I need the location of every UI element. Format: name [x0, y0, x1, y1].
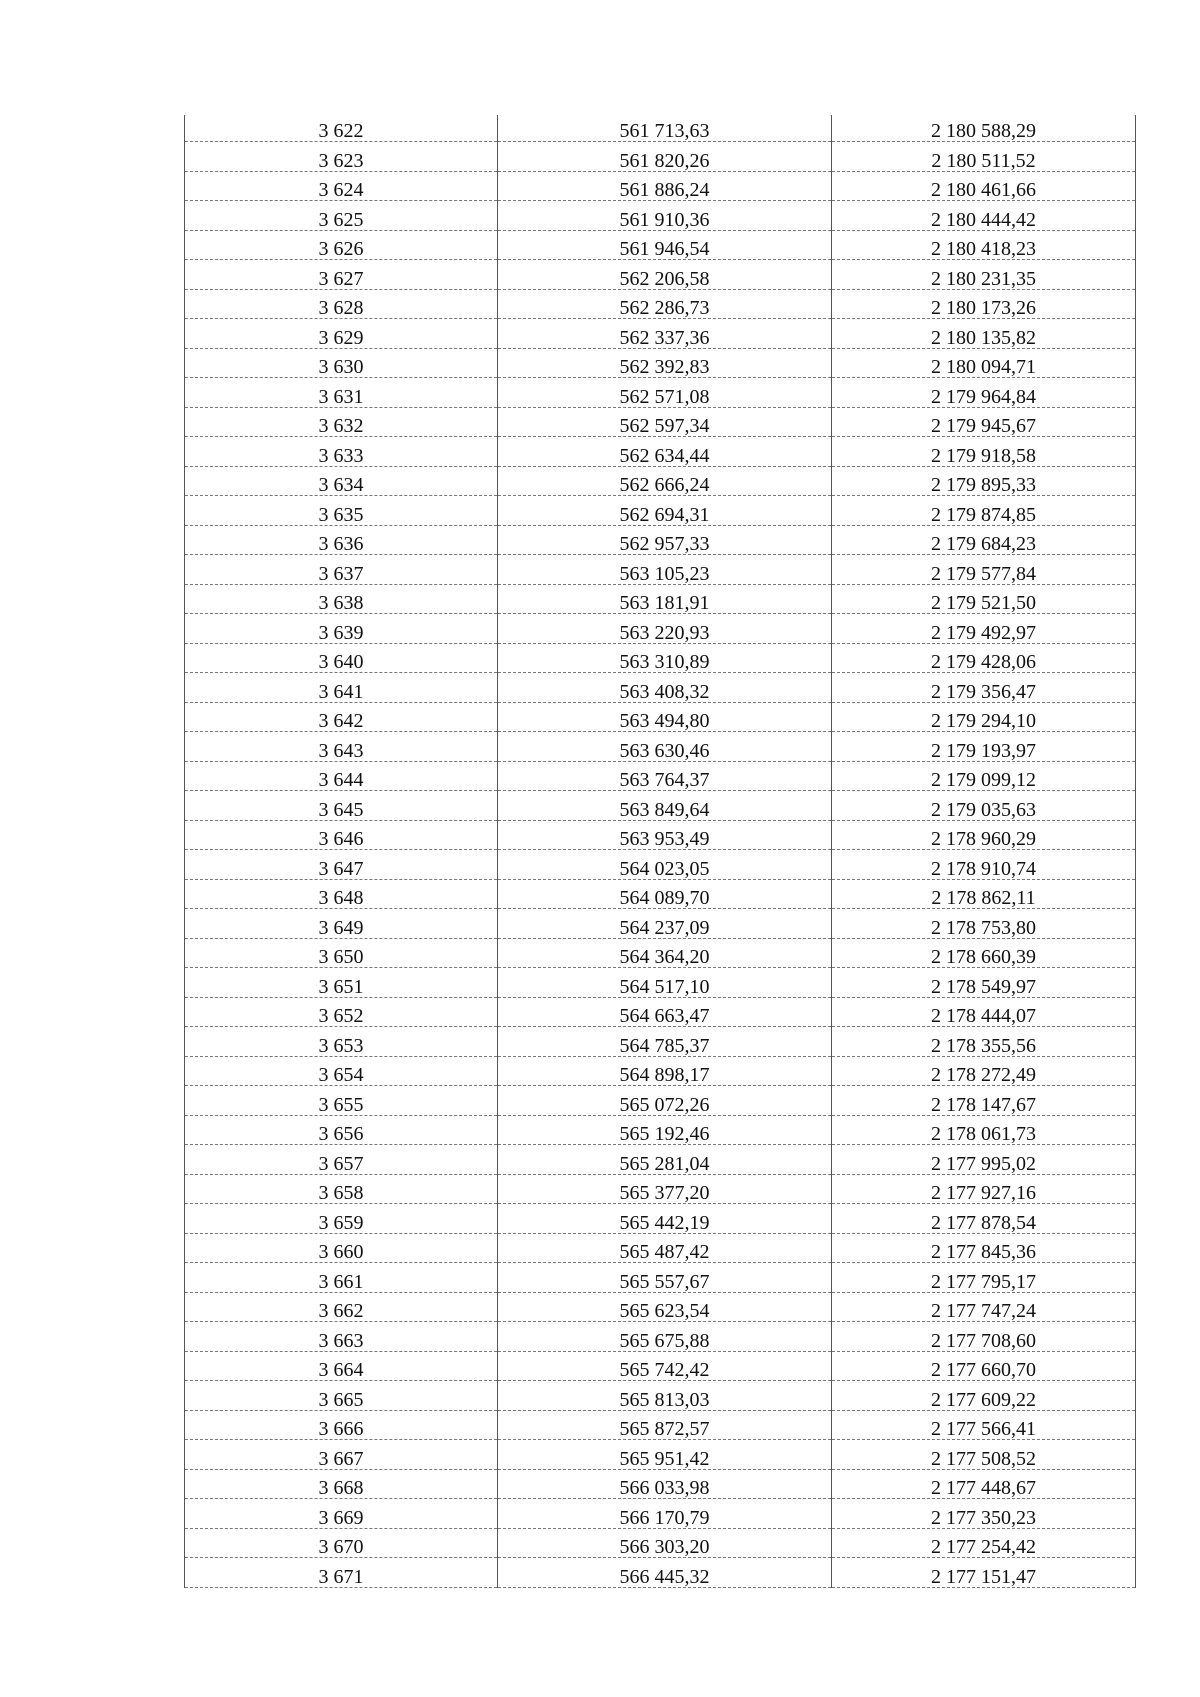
y-coordinate-cell: 2 177 845,36 [832, 1233, 1136, 1263]
x-coordinate-cell: 565 192,46 [498, 1115, 832, 1145]
table-row [185, 378, 1136, 408]
x-coordinate-cell: 564 517,10 [498, 968, 832, 998]
point-number-cell: 3 645 [185, 791, 498, 821]
y-coordinate-cell: 2 178 910,74 [832, 850, 1136, 880]
point-number-cell: 3 637 [185, 555, 498, 585]
table-row [185, 115, 1136, 142]
table-row [185, 673, 1136, 703]
x-coordinate-cell: 565 377,20 [498, 1174, 832, 1204]
y-coordinate-cell: 2 179 099,12 [832, 761, 1136, 791]
y-coordinate-cell: 2 179 895,33 [832, 466, 1136, 496]
point-number-cell: 3 666 [185, 1410, 498, 1440]
y-coordinate-cell: 2 179 684,23 [832, 525, 1136, 555]
table-row [185, 230, 1136, 260]
y-coordinate-cell: 2 180 418,23 [832, 230, 1136, 260]
table-row [185, 1440, 1136, 1470]
point-number-cell: 3 661 [185, 1263, 498, 1293]
y-coordinate-cell: 2 178 549,97 [832, 968, 1136, 998]
table-row [185, 1469, 1136, 1499]
y-coordinate-cell: 2 177 995,02 [832, 1145, 1136, 1175]
y-coordinate-cell: 2 179 945,67 [832, 407, 1136, 437]
point-number-cell: 3 653 [185, 1027, 498, 1057]
y-coordinate-cell: 2 178 753,80 [832, 909, 1136, 939]
table-row [185, 1322, 1136, 1352]
point-number-cell: 3 630 [185, 348, 498, 378]
table-row [185, 850, 1136, 880]
point-number-cell: 3 650 [185, 938, 498, 968]
x-coordinate-cell: 564 785,37 [498, 1027, 832, 1057]
point-number-cell: 3 638 [185, 584, 498, 614]
point-number-cell: 3 632 [185, 407, 498, 437]
x-coordinate-cell: 561 910,36 [498, 201, 832, 231]
table-row [185, 1174, 1136, 1204]
table-row [185, 1410, 1136, 1440]
table-row [185, 1115, 1136, 1145]
y-coordinate-cell: 2 177 708,60 [832, 1322, 1136, 1352]
point-number-cell: 3 656 [185, 1115, 498, 1145]
y-coordinate-cell: 2 179 356,47 [832, 673, 1136, 703]
point-number-cell: 3 634 [185, 466, 498, 496]
table-row [185, 879, 1136, 909]
x-coordinate-cell: 564 089,70 [498, 879, 832, 909]
x-coordinate-cell: 564 898,17 [498, 1056, 832, 1086]
table-row [185, 1351, 1136, 1381]
y-coordinate-cell: 2 179 918,58 [832, 437, 1136, 467]
table-row [185, 761, 1136, 791]
y-coordinate-cell: 2 177 566,41 [832, 1410, 1136, 1440]
x-coordinate-cell: 565 072,26 [498, 1086, 832, 1116]
point-number-cell: 3 636 [185, 525, 498, 555]
point-number-cell: 3 627 [185, 260, 498, 290]
x-coordinate-cell: 561 946,54 [498, 230, 832, 260]
coordinates-table-body [185, 115, 1136, 1587]
y-coordinate-cell: 2 177 878,54 [832, 1204, 1136, 1234]
x-coordinate-cell: 565 742,42 [498, 1351, 832, 1381]
point-number-cell: 3 668 [185, 1469, 498, 1499]
table-row [185, 289, 1136, 319]
point-number-cell: 3 655 [185, 1086, 498, 1116]
point-number-cell: 3 640 [185, 643, 498, 673]
table-row [185, 1027, 1136, 1057]
x-coordinate-cell: 564 663,47 [498, 997, 832, 1027]
y-coordinate-cell: 2 177 254,42 [832, 1528, 1136, 1558]
y-coordinate-cell: 2 180 461,66 [832, 171, 1136, 201]
point-number-cell: 3 649 [185, 909, 498, 939]
table-row [185, 201, 1136, 231]
y-coordinate-cell: 2 179 294,10 [832, 702, 1136, 732]
x-coordinate-cell: 566 033,98 [498, 1469, 832, 1499]
x-coordinate-cell: 562 957,33 [498, 525, 832, 555]
table-row [185, 1528, 1136, 1558]
x-coordinate-cell: 565 951,42 [498, 1440, 832, 1470]
coordinates-table [184, 115, 1136, 1588]
x-coordinate-cell: 563 764,37 [498, 761, 832, 791]
y-coordinate-cell: 2 180 173,26 [832, 289, 1136, 319]
x-coordinate-cell: 562 337,36 [498, 319, 832, 349]
x-coordinate-cell: 562 694,31 [498, 496, 832, 526]
point-number-cell: 3 624 [185, 171, 498, 201]
y-coordinate-cell: 2 177 350,23 [832, 1499, 1136, 1529]
table-row [185, 407, 1136, 437]
y-coordinate-cell: 2 180 231,35 [832, 260, 1136, 290]
table-row [185, 437, 1136, 467]
point-number-cell: 3 639 [185, 614, 498, 644]
x-coordinate-cell: 563 181,91 [498, 584, 832, 614]
y-coordinate-cell: 2 180 094,71 [832, 348, 1136, 378]
table-row [185, 1056, 1136, 1086]
y-coordinate-cell: 2 180 444,42 [832, 201, 1136, 231]
y-coordinate-cell: 2 179 964,84 [832, 378, 1136, 408]
x-coordinate-cell: 563 494,80 [498, 702, 832, 732]
y-coordinate-cell: 2 179 874,85 [832, 496, 1136, 526]
point-number-cell: 3 629 [185, 319, 498, 349]
table-row [185, 171, 1136, 201]
x-coordinate-cell: 565 557,67 [498, 1263, 832, 1293]
table-row [185, 142, 1136, 172]
x-coordinate-cell: 563 220,93 [498, 614, 832, 644]
y-coordinate-cell: 2 178 147,67 [832, 1086, 1136, 1116]
point-number-cell: 3 659 [185, 1204, 498, 1234]
x-coordinate-cell: 564 364,20 [498, 938, 832, 968]
table-row [185, 1086, 1136, 1116]
x-coordinate-cell: 563 849,64 [498, 791, 832, 821]
table-row [185, 1233, 1136, 1263]
x-coordinate-cell: 562 634,44 [498, 437, 832, 467]
table-row [185, 732, 1136, 762]
table-row [185, 1263, 1136, 1293]
table-row [185, 1292, 1136, 1322]
table-row [185, 1204, 1136, 1234]
table-row [185, 643, 1136, 673]
x-coordinate-cell: 566 303,20 [498, 1528, 832, 1558]
table-row [185, 997, 1136, 1027]
point-number-cell: 3 662 [185, 1292, 498, 1322]
y-coordinate-cell: 2 179 193,97 [832, 732, 1136, 762]
y-coordinate-cell: 2 178 444,07 [832, 997, 1136, 1027]
x-coordinate-cell: 565 623,54 [498, 1292, 832, 1322]
x-coordinate-cell: 561 713,63 [498, 115, 832, 142]
x-coordinate-cell: 565 487,42 [498, 1233, 832, 1263]
x-coordinate-cell: 563 408,32 [498, 673, 832, 703]
table-row [185, 260, 1136, 290]
table-row [185, 319, 1136, 349]
y-coordinate-cell: 2 179 492,97 [832, 614, 1136, 644]
y-coordinate-cell: 2 178 355,56 [832, 1027, 1136, 1057]
point-number-cell: 3 646 [185, 820, 498, 850]
table-row [185, 791, 1136, 821]
point-number-cell: 3 667 [185, 1440, 498, 1470]
point-number-cell: 3 626 [185, 230, 498, 260]
point-number-cell: 3 623 [185, 142, 498, 172]
point-number-cell: 3 664 [185, 1351, 498, 1381]
point-number-cell: 3 628 [185, 289, 498, 319]
y-coordinate-cell: 2 177 795,17 [832, 1263, 1136, 1293]
y-coordinate-cell: 2 179 521,50 [832, 584, 1136, 614]
y-coordinate-cell: 2 179 428,06 [832, 643, 1136, 673]
x-coordinate-cell: 566 445,32 [498, 1558, 832, 1588]
y-coordinate-cell: 2 178 960,29 [832, 820, 1136, 850]
x-coordinate-cell: 563 105,23 [498, 555, 832, 585]
point-number-cell: 3 658 [185, 1174, 498, 1204]
x-coordinate-cell: 563 953,49 [498, 820, 832, 850]
x-coordinate-cell: 563 310,89 [498, 643, 832, 673]
x-coordinate-cell: 565 872,57 [498, 1410, 832, 1440]
point-number-cell: 3 654 [185, 1056, 498, 1086]
point-number-cell: 3 625 [185, 201, 498, 231]
table-row [185, 938, 1136, 968]
x-coordinate-cell: 561 886,24 [498, 171, 832, 201]
y-coordinate-cell: 2 178 660,39 [832, 938, 1136, 968]
table-row [185, 348, 1136, 378]
point-number-cell: 3 622 [185, 115, 498, 142]
point-number-cell: 3 669 [185, 1499, 498, 1529]
x-coordinate-cell: 564 237,09 [498, 909, 832, 939]
table-row [185, 496, 1136, 526]
y-coordinate-cell: 2 179 035,63 [832, 791, 1136, 821]
x-coordinate-cell: 562 597,34 [498, 407, 832, 437]
table-row [185, 614, 1136, 644]
y-coordinate-cell: 2 177 660,70 [832, 1351, 1136, 1381]
point-number-cell: 3 651 [185, 968, 498, 998]
x-coordinate-cell: 561 820,26 [498, 142, 832, 172]
table-row [185, 466, 1136, 496]
table-row [185, 584, 1136, 614]
table-row [185, 1558, 1136, 1588]
point-number-cell: 3 648 [185, 879, 498, 909]
x-coordinate-cell: 564 023,05 [498, 850, 832, 880]
table-row [185, 968, 1136, 998]
point-number-cell: 3 633 [185, 437, 498, 467]
point-number-cell: 3 631 [185, 378, 498, 408]
point-number-cell: 3 643 [185, 732, 498, 762]
x-coordinate-cell: 565 813,03 [498, 1381, 832, 1411]
point-number-cell: 3 647 [185, 850, 498, 880]
table-row [185, 525, 1136, 555]
point-number-cell: 3 657 [185, 1145, 498, 1175]
table-row [185, 820, 1136, 850]
x-coordinate-cell: 565 442,19 [498, 1204, 832, 1234]
y-coordinate-cell: 2 177 927,16 [832, 1174, 1136, 1204]
table-row [185, 555, 1136, 585]
point-number-cell: 3 663 [185, 1322, 498, 1352]
y-coordinate-cell: 2 177 609,22 [832, 1381, 1136, 1411]
x-coordinate-cell: 562 206,58 [498, 260, 832, 290]
point-number-cell: 3 641 [185, 673, 498, 703]
y-coordinate-cell: 2 178 061,73 [832, 1115, 1136, 1145]
point-number-cell: 3 652 [185, 997, 498, 1027]
point-number-cell: 3 671 [185, 1558, 498, 1588]
x-coordinate-cell: 562 571,08 [498, 378, 832, 408]
x-coordinate-cell: 562 286,73 [498, 289, 832, 319]
table-row [185, 909, 1136, 939]
y-coordinate-cell: 2 179 577,84 [832, 555, 1136, 585]
point-number-cell: 3 642 [185, 702, 498, 732]
y-coordinate-cell: 2 180 135,82 [832, 319, 1136, 349]
table-row [185, 1381, 1136, 1411]
point-number-cell: 3 644 [185, 761, 498, 791]
x-coordinate-cell: 565 281,04 [498, 1145, 832, 1175]
table-row [185, 702, 1136, 732]
x-coordinate-cell: 566 170,79 [498, 1499, 832, 1529]
y-coordinate-cell: 2 180 511,52 [832, 142, 1136, 172]
point-number-cell: 3 660 [185, 1233, 498, 1263]
x-coordinate-cell: 563 630,46 [498, 732, 832, 762]
table-row [185, 1145, 1136, 1175]
point-number-cell: 3 665 [185, 1381, 498, 1411]
y-coordinate-cell: 2 180 588,29 [832, 115, 1136, 142]
y-coordinate-cell: 2 177 747,24 [832, 1292, 1136, 1322]
y-coordinate-cell: 2 178 862,11 [832, 879, 1136, 909]
x-coordinate-cell: 562 392,83 [498, 348, 832, 378]
x-coordinate-cell: 565 675,88 [498, 1322, 832, 1352]
y-coordinate-cell: 2 178 272,49 [832, 1056, 1136, 1086]
table-row [185, 1499, 1136, 1529]
point-number-cell: 3 670 [185, 1528, 498, 1558]
point-number-cell: 3 635 [185, 496, 498, 526]
y-coordinate-cell: 2 177 151,47 [832, 1558, 1136, 1588]
y-coordinate-cell: 2 177 508,52 [832, 1440, 1136, 1470]
y-coordinate-cell: 2 177 448,67 [832, 1469, 1136, 1499]
x-coordinate-cell: 562 666,24 [498, 466, 832, 496]
